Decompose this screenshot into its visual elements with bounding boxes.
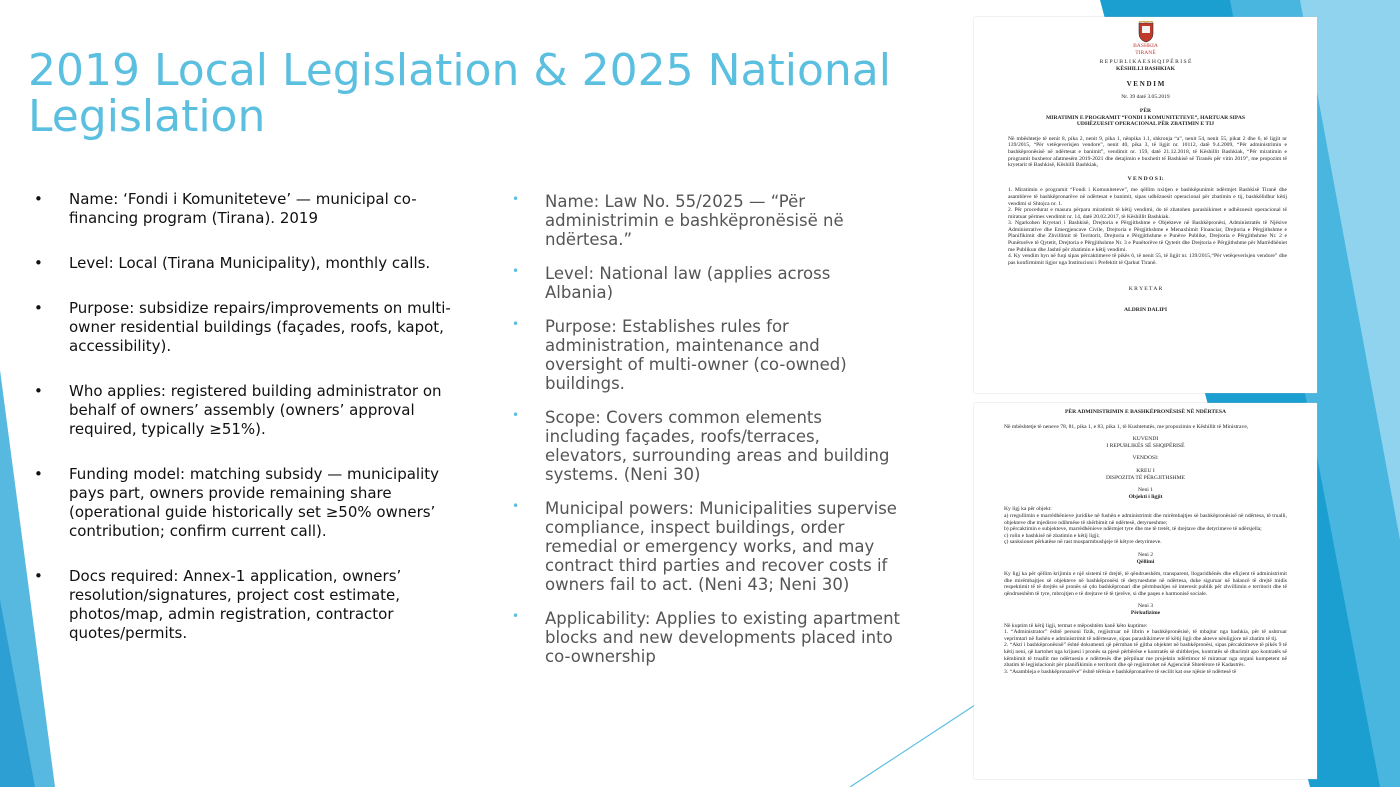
doc-number: Nr. 39 datë 3.05.2019 <box>1121 94 1170 101</box>
doc-kryetar: K R Y E T A R <box>1128 286 1163 293</box>
doc-article-number: Neni 3 <box>1137 603 1154 610</box>
doc-point: 4. Ky vendim hyn në fuqi sipas përcaktimeve të pikës 6, të nenit 55, të ligjit nr. 139/2015,“Për vetëqeverisjen vendore” dhe pas konfirmimit ligjor nga Institucioni i Prefektit të Qarkut Tiranë. <box>1008 253 1287 266</box>
doc-per: PËR <box>1139 107 1152 114</box>
doc-kuvendi: KUVENDI <box>1132 436 1159 443</box>
list-item: • Purpose: subsidize repairs/improvements on multi-owner residential buildings (façades, roofs, kapot, accessibility). <box>34 299 454 356</box>
list-item: • Docs required: Annex-1 application, owners’ resolution/signatures, project cost estimate, photos/map, admin registration, contractor quotes/permits. <box>34 567 454 643</box>
doc-point: 3. Ngarkohen Kryetari i Bashkisë, Drejtoria e Përgjithshme e Objekteve në Bashkëpronësi, Administratës të Njësive Administrative dhe Emergjencave Civile, Drejtoria e Përgjithshme e Menaxhimit Financiar, Drejtoria e Përgjithshme e Planifikimit dhe Zhvillimit të Territorit, Drejtoria e Përgjithshme e Punëve Publike, Drejtoria e Përgjithshme Nr. 2 e Punëtorëve të Qytetit, Drejtoria e Përgjithshme Nr. 3 e Punëtorëve të Qytetit dhe Drejtoria e Përgjithshme për Marrëdhëniet me Publikun dhe Jashtë për zbatimin e këtij vendimi. <box>1008 220 1287 253</box>
doc-vendim: V E N D I M <box>1126 80 1165 89</box>
list-item: • Scope: Covers common elements including façades, roofs/terraces, elevators, surrounding areas and building systems. (Neni 30) <box>512 408 902 484</box>
doc-preamble: Në mbështetje të neneve 78, 81, pika 1, e 83, pika 1, të Kushtetutës, me propozimin e Këshillit të Ministrave, <box>1004 423 1249 430</box>
doc-subject: MIRATIMIN E PROGRAMIT “FONDI I KOMUNITETEVE”, HARTUAR SIPAS UDHËZUESIT OPERACIONAL PËR ZBATIMIN E TIJ <box>1045 114 1246 128</box>
list-item: • Name: Law No. 55/2025 — “Për administrimin e bashkëpronësisë në ndërtesa.” <box>512 192 902 249</box>
doc-article-title: Qëllimi <box>1136 558 1155 565</box>
doc-paragraph: a) rregullimin e marrëdhënieve juridike në fushën e administrimit dhe mirëmbajtjes së bashkëpronësisë në ndërtesa, të trualli, objekteve dhe mjedisve ndihmëse të shërbimit në ndërtesë, detyrueshme; <box>1004 512 1287 526</box>
local-legislation-list <box>34 190 454 669</box>
doc-paragraph: 1. “Administrator” është personi fizik, regjistruar në librin e bashkëpronësisë, të mbajtur nga bashkia, për të ushtruar veprimtari në fushën e administrimit të ndërtesave, sipas parashikimeve të këtij ligji dhe akteve nënligjore në zbatim të tij. <box>1004 629 1287 642</box>
doc-heading: PËR ADMINISTRIMIN E BASHKËPRONËSISË NË NDËRTESA <box>1065 409 1226 415</box>
doc-vendosi: V E N D O S I: <box>1127 175 1164 182</box>
list-item: • Purpose: Establishes rules for administration, maintenance and oversight of multi-owner (co-owned) buildings. <box>512 317 902 393</box>
doc-paragraph: ç) sanksionet përkatëse në rast mosparmbushjeje të këtyre detyrimeve. <box>1004 539 1162 546</box>
slide-title: 2019 Local Legislation & 2025 National Legislation <box>28 45 891 142</box>
logo-text: TIRANË <box>1135 49 1156 56</box>
doc-paragraph: Ky ligj ka për objekt: <box>1004 506 1052 513</box>
doc-article-title: Objekti i ligjit <box>1128 493 1163 500</box>
doc-article-title: Përkufizime <box>1130 610 1161 617</box>
doc-paragraph: c) rolin e bashkisë në zbatimin e këtij ligji; <box>1004 532 1100 539</box>
tirana-crest-icon <box>1137 21 1155 43</box>
doc-paragraph: b) përcaktimin e subjekteve, marrëdhënieve ndërmjet tyre dhe me të tretët, të drejtave dhe detyrimeve të ndërsjella; <box>1004 526 1262 533</box>
doc-point: 2. Për procedurat e masura përpara miratimit të këtij vendimi, do të zbatohen parashikimet e udhëzuesit operacional të miratuar përmes vendimit nr. 14, datë 20.02.2017, të Këshillit Bashkiak. <box>1008 207 1287 220</box>
doc-vendosi: VENDOSI: <box>1132 455 1159 462</box>
doc-republic: I REPUBLIKËS SË SHQIPËRISË <box>1106 442 1185 449</box>
doc-republic: R E P U B L I K A E S H Q I P Ë R I S Ë <box>1099 59 1192 66</box>
doc-paragraph: 2. “Akti i bashkëpronësisë” është dokumenti që përmban të gjitha objektet në bashkëpronësi, sipas përcaktimeve të pikës 9 të këtij neni, që hartohet nga krijuesi i pronës sa pjesë përbërëse e kontratës së shitblerjes, kontratës së dhurimit apo kontratës së këmbimit të truallit me ndërtuesin e ndërtesës dhe përpiluar me projektin ndërtimor të miratuar nga organi kompetent në zbatim të legjislacionit për planifikimin e territorit dhe që regjistrohet në Agjencinë Shtetërore të Kadastrës. <box>1004 642 1287 669</box>
law-55-2025-document-image <box>974 403 1317 779</box>
list-item: • Funding model: matching subsidy — municipality pays part, owners provide remaining share (operational guide historically set ≥50% owners’ contribution; confirm current call). <box>34 465 454 541</box>
doc-paragraph: Në kuptim të këtij ligji, termat e mëposhtëm kanë këto kuptime: <box>1004 622 1148 629</box>
doc-paragraph: 3. “Asambleja e bashkëpronarëve” është tërësia e bashkëpronarëve të secilit kat ose njësie të ndërtesë të <box>1004 668 1237 675</box>
list-item: • Level: Local (Tirana Municipality), monthly calls. <box>34 254 454 273</box>
doc-signer: ALDRIN DALIPI <box>1123 307 1168 314</box>
list-item: • Who applies: registered building administrator on behalf of owners’ assembly (owners’ approval required, typically ≥51%). <box>34 382 454 439</box>
tirana-council-decision-image <box>974 17 1317 393</box>
logo-text: BASHKIA <box>1133 43 1158 49</box>
list-item: • Applicability: Applies to existing apartment blocks and new developments placed into co-ownership <box>512 609 902 666</box>
doc-article-number: Neni 1 <box>1137 487 1154 494</box>
list-item: • Level: National law (applies across Albania) <box>512 264 902 302</box>
doc-preamble: Në mbështetje të nenit 8, pika 2, nenit 9, pika 1, nënpika 1.1, shkronja “a”, nenit 54, nenit 55, pikat 2 dhe 6, të ligjit nr 139/2015, “Për vetëqeverisjen vendore”, nenit 40, pika 3, të ligjit nr. 10112, datë 9.4.2009, “Për administrimin e bashkëpronësisë në ndërtesat e banimit”, vendimit nr. 159, datë 21.12.2018, të Këshillit Bashkiak, “Për miratimin e programit buxhetor afatmesëm 2019-2021 dhe detajimin e buxhetit të Bashkisë së Tiranës për vitin 2019”, me propozim të kryetarit të Bashkisë, Këshilli Bashkiak, <box>1008 135 1287 169</box>
list-item: • Name: ‘Fondi i Komuniteteve’ — municipal co-financing program (Tirana). 2019 <box>34 190 454 228</box>
doc-dispozita: DISPOZITA TË PËRGJITHSHME <box>1105 474 1185 481</box>
list-item: • Municipal powers: Municipalities supervise compliance, inspect buildings, order remedial or emergency works, and may contract third parties and recover costs if owners fail to act. (Neni 43; Neni 30) <box>512 499 902 594</box>
national-legislation-list <box>512 192 902 681</box>
doc-point: 1. Miratimin e programit “Fondi i Komuniteteve”, me qëllim nxitjen e bashkëpunimit ndërmjet Bashkisë Tiranë dhe asambleve të bashkëpronarëve në ndërtesat e banimit, sipas udhëzuesit operacional për zbatimin e tij, bashkëlidhur këtij vendimi si Shtojca nr. 1. <box>1008 187 1287 207</box>
doc-paragraph: Ky ligj ka për qëllim krijimin e një sistemi të drejtë, të qëndrueshëm, transparent, llogaridhënës dhe efiçient të administrimit dhe mirëmbajtjes së objekteve në bashkëpronësi të detyrueshme në ndërtesa, duke siguruar në balancë të drejtë midis respektimit të të drejtës së pronës së çdo bashkëpronari dhe përmbushjes së interesit publik për zhvillimin e territorit dhe të qëndrueshëm të tyre, mbrojtjen e të drejtave të të tjerëve, si dhe paqes e harmonisë sociale. <box>1004 571 1287 597</box>
doc-article-number: Neni 2 <box>1137 551 1154 558</box>
doc-kreu: KREU I <box>1136 467 1155 474</box>
accent-diagonal-line <box>850 705 975 787</box>
doc-council: KËSHILLI BASHKIAK <box>1116 65 1175 72</box>
